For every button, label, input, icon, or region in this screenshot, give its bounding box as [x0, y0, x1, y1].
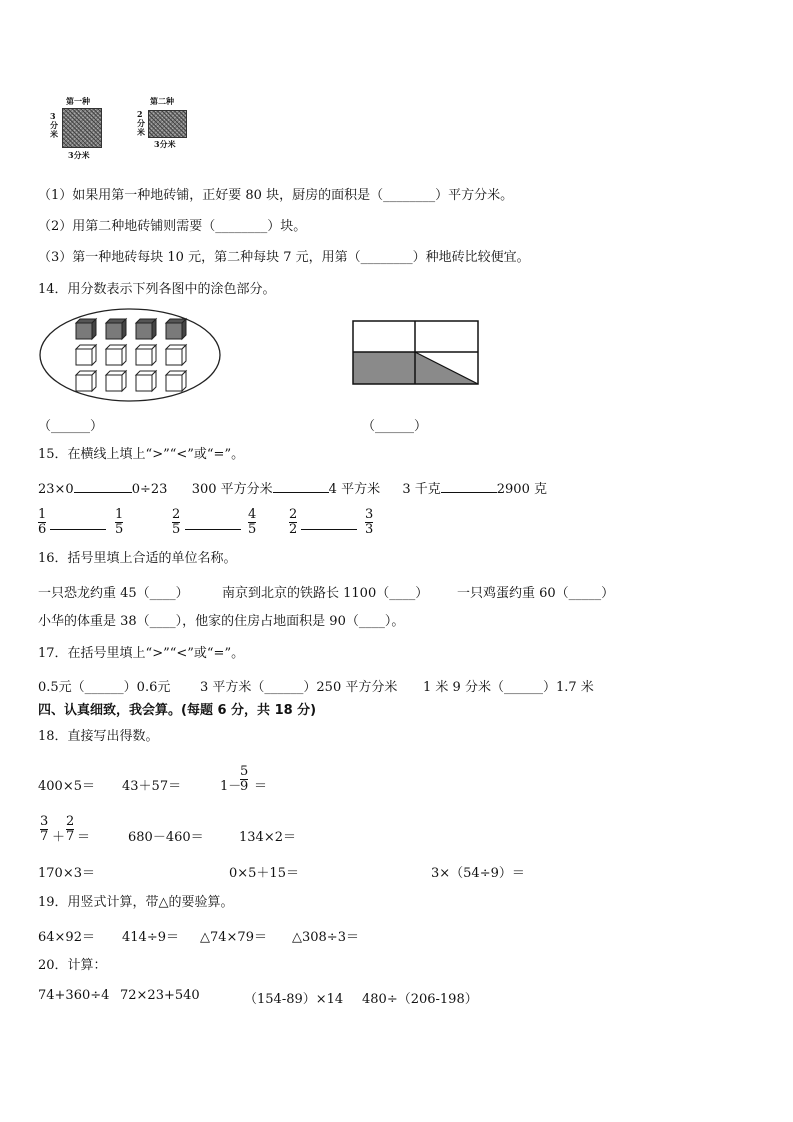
q14-answer-2[interactable]: （______）	[362, 419, 428, 434]
q18-e4-fraction-2: 2 7	[66, 814, 75, 844]
q18-e3-pre: 1－	[220, 779, 242, 794]
q18-e6: 134×2＝	[239, 830, 296, 845]
cube-3	[136, 319, 156, 339]
q20-e3: （154-89）×14	[244, 992, 344, 1007]
cube-6	[106, 345, 126, 365]
q15-c: 300 平方分米	[191, 482, 273, 497]
q15-f: 2900 克	[496, 482, 547, 497]
q18-e5: 680－460＝	[128, 830, 204, 845]
q18-title: 18．直接写出得数。	[38, 729, 159, 744]
fraction-1-5: 1 5	[115, 507, 124, 537]
q18-e7: 170×3＝	[38, 866, 95, 881]
tile-2-side-v: 2 分 米	[137, 109, 145, 137]
cubes-ellipse-figure	[38, 305, 238, 405]
tile-1-side-h: 3分米	[68, 150, 90, 160]
cube-12	[166, 371, 186, 391]
q19-e1: 64×92＝	[38, 930, 95, 945]
cube-4	[166, 319, 186, 339]
fraction-2-5: 2 5	[172, 507, 181, 537]
tile-2-title: 第二种	[150, 96, 174, 106]
cube-8	[166, 345, 186, 365]
q14-answer-1[interactable]: （______）	[38, 419, 104, 434]
q15-blank-1[interactable]	[74, 492, 132, 493]
cube-7	[136, 345, 156, 365]
q16-title: 16．括号里填上合适的单位名称。	[38, 551, 237, 566]
q19-e2: 414÷9＝	[122, 930, 179, 945]
q19-e4: △308÷3＝	[292, 930, 359, 945]
q15-blank-4[interactable]	[50, 529, 106, 530]
q17-b: 3 平方米（______）250 平方分米	[200, 680, 398, 695]
section-4-heading: 四、认真细致，我会算。(每题 6 分，共 18 分)	[38, 703, 317, 718]
q16-item-railway: 南京到北京的铁路长 1100（____）	[222, 586, 429, 601]
q19-e3: △74×79＝	[200, 930, 267, 945]
tile-2-square	[148, 110, 187, 138]
q20-e2: 72×23+540	[120, 988, 200, 1003]
q20-title: 20．计算：	[38, 958, 107, 973]
q20-e1: 74+360÷4	[38, 988, 110, 1003]
q20-e4: 480÷（206-198）	[362, 992, 478, 1007]
fraction-2-2: 2 2	[289, 507, 298, 537]
q18-e4-plus: ＋	[52, 830, 66, 845]
q13-part3: （3）第一种地砖每块 10 元，第二种每块 7 元，用第（________）种地砖比较便宜。	[38, 250, 530, 265]
q18-e3-fraction: 5 9	[240, 764, 249, 794]
q15-a: 23×0	[38, 482, 74, 497]
q15-d: 4 平方米	[328, 482, 381, 497]
q18-e8: 0×5＋15＝	[229, 866, 299, 881]
q18-e1: 400×5＝	[38, 779, 95, 794]
fraction-3-3: 3 3	[365, 507, 374, 537]
cube-2	[106, 319, 126, 339]
q15-e: 3 千克	[402, 482, 441, 497]
cube-1	[76, 319, 96, 339]
rectangle-fraction-figure	[350, 318, 482, 388]
q15-blank-5[interactable]	[185, 529, 241, 530]
q17-a: 0.5元（______）0.6元	[38, 680, 171, 695]
cube-5	[76, 345, 96, 365]
q18-e4-fraction-1: 3 7	[40, 814, 49, 844]
q18-e9: 3×（54÷9）＝	[431, 866, 525, 881]
q15-b: 0÷23	[131, 482, 168, 497]
tile-2-side-h: 3分米	[154, 139, 176, 149]
tile-1-title: 第一种	[66, 96, 90, 106]
q15-blank-2[interactable]	[273, 492, 329, 493]
fraction-4-5: 4 5	[248, 507, 257, 537]
cube-11	[136, 371, 156, 391]
q15-blank-6[interactable]	[301, 529, 357, 530]
q13-part2: （2）用第二种地砖铺则需要（________）块。	[38, 219, 307, 234]
q16-item-dinosaur: 一只恐龙约重 45（____）	[38, 586, 189, 601]
cube-9	[76, 371, 96, 391]
tile-1-square	[62, 108, 102, 148]
q15-row1	[38, 478, 547, 497]
q16-line2: 小华的体重是 38（____），他家的住房占地面积是 90（____）。	[38, 614, 405, 629]
q18-e2: 43＋57＝	[122, 779, 182, 794]
q15-blank-3[interactable]	[441, 492, 497, 493]
q18-e3-post: ＝	[254, 779, 268, 794]
q15-title: 15．在横线上填上“>”“<”或“=”。	[38, 447, 245, 462]
q14-title: 14．用分数表示下列各图中的涂色部分。	[38, 282, 276, 297]
q16-item-egg: 一只鸡蛋约重 60（_____）	[457, 586, 615, 601]
fraction-1-6: 1 6	[38, 507, 47, 537]
q17-title: 17．在括号里填上“>”“<”或“=”。	[38, 646, 245, 661]
q19-title: 19．用竖式计算，带△的要验算。	[38, 895, 234, 910]
cube-10	[106, 371, 126, 391]
q13-part1: （1）如果用第一种地砖铺，正好要 80 块，厨房的面积是（________）平方分米。	[38, 188, 514, 203]
tile-1-side-v: 3 分 米	[50, 111, 58, 139]
q17-c: 1 米 9 分米（______）1.7 米	[423, 680, 594, 695]
q18-e4-post: ＝	[77, 830, 91, 845]
